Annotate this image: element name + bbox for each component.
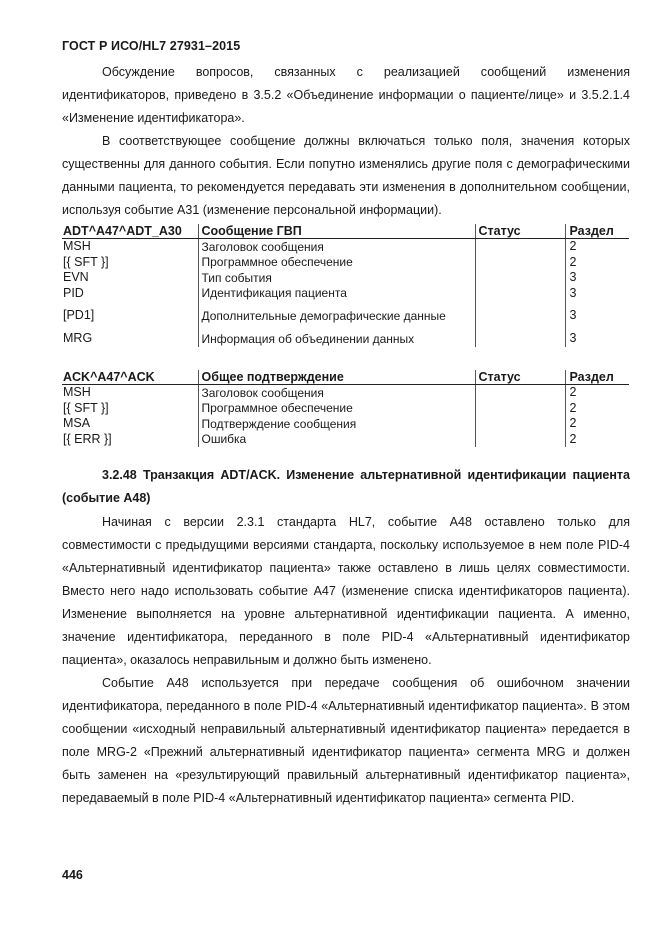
description-cell: Заголовок сообщения xyxy=(198,385,475,401)
status-cell xyxy=(475,255,565,271)
section-cell: 3 xyxy=(565,301,629,331)
intro-paragraph-2: В соответствующее сообщение должны включаться только поля, значения которых существенны для данного события. Если попутно изменялись другие поля с демографическими данными пациента, то рекомендуется передавать эти изменения в дополнительном сообщении, используя событие A31 (изменение персональной информации). xyxy=(62,134,630,217)
segment-cell: MSH xyxy=(63,385,91,399)
column-header-section: Раздел xyxy=(565,224,629,239)
message-structure-table-ack xyxy=(62,370,629,447)
section-cell: 2 xyxy=(565,401,629,417)
table-row xyxy=(62,331,629,347)
segment-cell: [{ ERR }] xyxy=(63,431,112,446)
column-header-message: ADT^A47^ADT_A30 xyxy=(62,224,198,239)
table-row xyxy=(62,239,629,255)
description-cell: Дополнительные демографические данные xyxy=(198,301,475,331)
segment-cell: MRG xyxy=(63,331,93,345)
section-cell: 2 xyxy=(565,432,629,448)
segment-cell: [{ SFT }] xyxy=(63,254,109,269)
section-cell: 2 xyxy=(565,416,629,432)
segment-cell: MSH xyxy=(63,239,91,253)
segment-cell: [PD1] xyxy=(63,308,95,323)
table-row xyxy=(62,301,629,331)
status-cell xyxy=(475,239,565,255)
status-cell xyxy=(475,401,565,417)
page-number: 446 xyxy=(62,868,83,882)
description-cell: Программное обеспечение xyxy=(198,401,475,417)
section-cell: 3 xyxy=(565,270,629,286)
section-cell: 2 xyxy=(565,385,629,401)
segment-cell: [{ SFT }] xyxy=(63,400,109,415)
section-cell: 2 xyxy=(565,239,629,255)
column-header-status: Статус xyxy=(475,224,565,239)
document-header: ГОСТ Р ИСО/HL7 27931–2015 xyxy=(62,39,241,53)
column-header-description: Общее подтверждение xyxy=(198,370,475,385)
table-row xyxy=(62,416,629,432)
table-row xyxy=(62,286,629,302)
table-row xyxy=(62,270,629,286)
section-cell: 3 xyxy=(565,286,629,302)
table-row xyxy=(62,432,629,448)
message-structure-table-adt xyxy=(62,224,629,347)
segment-cell: MSA xyxy=(63,416,91,430)
column-header-status: Статус xyxy=(475,370,565,385)
description-cell: Идентификация пациента xyxy=(198,286,475,302)
status-cell xyxy=(475,286,565,302)
description-cell: Программное обеспечение xyxy=(198,255,475,271)
description-cell: Заголовок сообщения xyxy=(198,239,475,255)
section-paragraph-2: Событие A48 используется при передаче сообщения об ошибочном значении идентификатора, переданного в поле PID-4 «Альтернативный идентификатор пациента». В этом сообщении «исходный неправильный альтернативный идентификатор пациента» передается в поле MRG-2 «Прежний альтернативный идентификатор пациента» сегмента MRG и должен быть заменен на «результирующий правильный альтернативный идентификатор пациента», передаваемый в поле PID-4 «Альтернативный идентификатор пациента» сегмента PID. xyxy=(62,676,630,805)
table-header-row xyxy=(62,224,629,239)
status-cell xyxy=(475,270,565,286)
table-header-row xyxy=(62,370,629,385)
description-cell: Информация об объединении данных xyxy=(198,331,475,347)
column-header-section: Раздел xyxy=(565,370,629,385)
status-cell xyxy=(475,301,565,331)
table-row xyxy=(62,255,629,271)
intro-paragraph-1: Обсуждение вопросов, связанных с реализацией сообщений изменения идентификаторов, приведено в 3.5.2 «Объединение информации о пациенте/лице» и 3.5.2.1.4 «Изменение идентификатора». xyxy=(62,65,630,125)
status-cell xyxy=(475,331,565,347)
description-cell: Подтверждение сообщения xyxy=(198,416,475,432)
section-cell: 2 xyxy=(565,255,629,271)
column-header-message: ACK^A47^ACK xyxy=(62,370,198,385)
status-cell xyxy=(475,416,565,432)
status-cell xyxy=(475,385,565,401)
segment-cell: EVN xyxy=(63,270,89,284)
segment-cell: PID xyxy=(63,285,84,300)
section-paragraph-1: Начиная с версии 2.3.1 стандарта HL7, событие A48 оставлено только для совместимости с предыдущими версиями стандарта, поскольку используемое в нем поле PID-4 «Альтернативный идентификатор пациента» также оставлено в лишь целях совместимости. Вместо него надо использовать событие A47 (изменение списка идентификаторов пациента). Изменение выполняется на уровне альтернативной идентификации пациента. А именно, значение идентификатора, переданного в поле PID-4 «Альтернативный идентификатор пациента», оказалось неправильным и должно быть изменено. xyxy=(62,515,630,667)
table-row xyxy=(62,385,629,401)
section-cell: 3 xyxy=(565,331,629,347)
column-header-description: Сообщение ГВП xyxy=(198,224,475,239)
section-heading: 3.2.48 Транзакция ADT/ACK. Изменение альтернативной идентификации пациента (событие A48) xyxy=(62,468,630,505)
status-cell xyxy=(475,432,565,448)
description-cell: Ошибка xyxy=(198,432,475,448)
description-cell: Тип события xyxy=(198,270,475,286)
table-row xyxy=(62,401,629,417)
